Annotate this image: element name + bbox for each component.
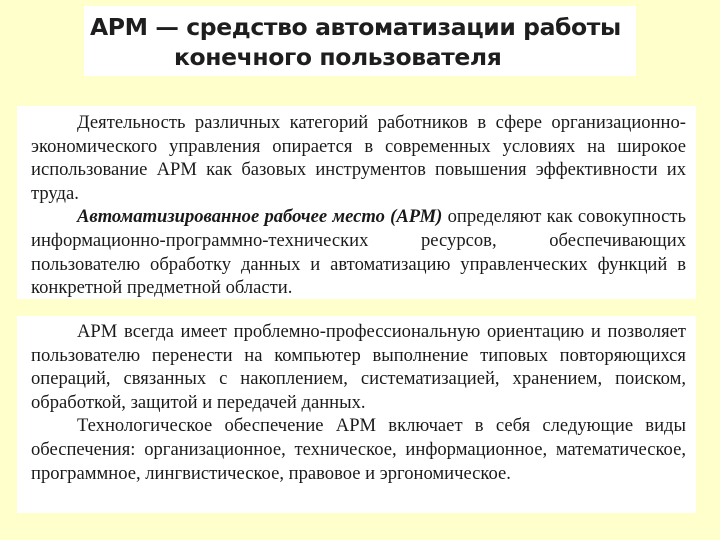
text-block-definition: [17, 106, 696, 299]
paragraph-activity: Деятельность различных категорий работников в сфере организационно-экономического управления опирается в современных условиях на широкое использование АРМ как базовых инструментов повышения эффективности их труда.: [31, 112, 686, 204]
paragraph-definition: [31, 205, 686, 299]
paragraph-support-types: Технологическое обеспечение АРМ включает в себя следующие виды обеспечения: организационное, техническое, информационное, математическое, программное, лингвистическое, правовое и эргономическое.: [31, 415, 686, 484]
text-block-orientation: [17, 316, 696, 513]
term-arm: Автоматизированное рабочее место: [77, 206, 385, 228]
definition-text: определяют как совокупность информационно-программно-технических ресурсов, обеспечивающих пользователю обработку данных и автоматизацию управленческих функций в конкретной предметной области.: [31, 206, 687, 299]
title-line-1: АРМ — средство автоматизации работы: [90, 13, 621, 41]
title-line-2: конечного пользователя: [174, 43, 502, 71]
paragraph-orientation: АРМ всегда имеет проблемно-профессиональную ориентацию и позволяет пользователю перенести на компьютер выполнение типовых повторяющихся операций, связанных с накоплением, систематизацией, хранением, поиском, обработкой, защитой и передачей данных.: [31, 321, 686, 413]
slide-title: [84, 6, 636, 76]
term-abbr: (АРМ): [390, 206, 443, 228]
